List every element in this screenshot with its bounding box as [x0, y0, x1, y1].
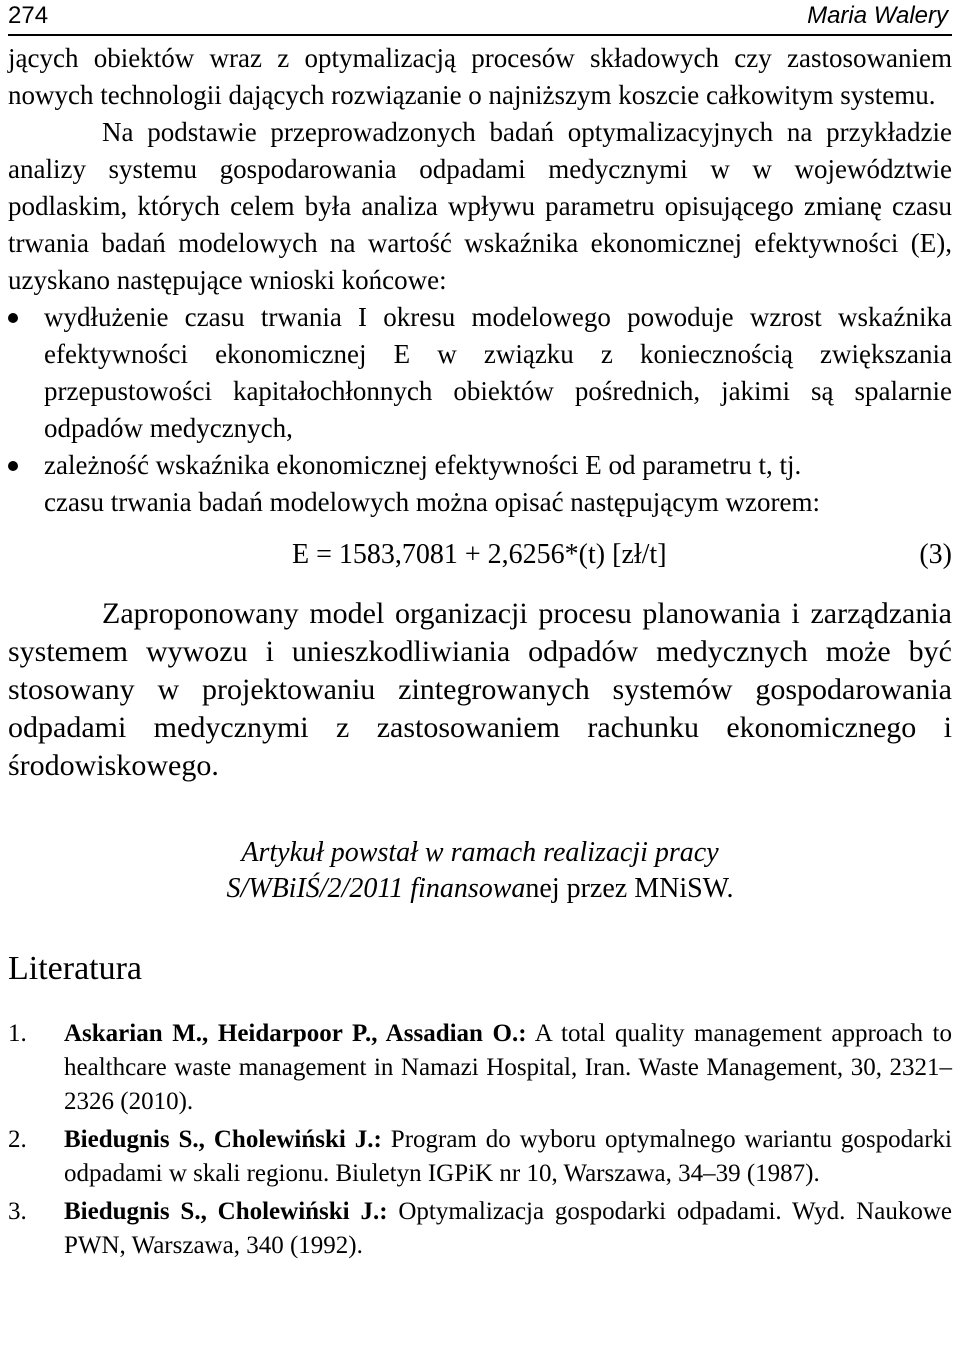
page-content	[8, 40, 952, 1267]
page-header	[8, 0, 952, 36]
funding-note-rest: nej przez MNiSW.	[525, 873, 734, 904]
reference-text: Program do wyboru optymalnego wariantu gospodarki odpadami w skali regionu. Biuletyn IGPiK nr 10, Warszawa, 34–39 (1987).	[64, 1126, 952, 1188]
reference-number: 2.	[8, 1126, 27, 1154]
funding-note-line1: Artykuł powstał w ramach realizacji pracy	[241, 837, 719, 868]
equation	[8, 533, 952, 577]
equation-expression: E = 1583,7081 + 2,6256*(t) [zł/t]	[292, 539, 667, 570]
bullet-icon	[8, 313, 18, 323]
reference-item	[8, 1195, 952, 1263]
list-item-text: wydłużenie czasu trwania I okresu modelowego powoduje wzrost wskaźnika efektywności ekonomicznej E w związku z koniecznością zwiększania przepustowości kapitałochłonnych obiektów pośrednich, jakimi są spalarnie odpadów medycznych,	[44, 302, 952, 443]
list-item	[8, 447, 952, 484]
reference-number: 3.	[8, 1198, 27, 1226]
paragraph-continuation: jących obiektów wraz z optymalizacją procesów składowych czy zastosowaniem nowych technologii dających rozwiązanie o najniższym koszcie całkowitym systemu.	[8, 43, 952, 110]
reference-item	[8, 1123, 952, 1191]
reference-authors: Biedugnis S., Cholewiński J.:	[64, 1198, 388, 1226]
paragraph-conclusions-intro: Na podstawie przeprowadzonych badań optymalizacyjnych na przykładzie analizy systemu gospodarowania odpadami medycznymi w w województwie podlaskim, których celem była analiza wpływu parametru opisującego zmianę czasu trwania badań modelowych na wartość wskaźnika ekonomicznej efektywności (E), uzyskano następujące wnioski końcowe:	[8, 117, 952, 295]
literature-heading: Literatura	[8, 950, 143, 987]
reference-text: A total quality management approach to healthcare waste management in Namazi Hospital, Iran. Waste Management, 30, 2321–2326 (2010).	[64, 1020, 952, 1116]
list-continuation: czasu trwania badań modelowych można opisać następującym wzorem:	[44, 487, 820, 517]
paragraph-summary: Zaproponowany model organizacji procesu planowania i zarządzania systemem wywozu i unieszkodliwiania odpadów medycznych może być stosowany w projektowaniu zintegrowanych systemów gospodarowania odpadami medycznymi z zastosowaniem rachunku ekonomicznego i środowiskowego.	[8, 597, 952, 782]
bullet-icon	[8, 461, 18, 471]
reference-authors: Biedugnis S., Cholewiński J.:	[64, 1126, 382, 1154]
reference-item	[8, 1017, 952, 1119]
reference-text: Optymalizacja gospodarki odpadami. Wyd. Naukowe PWN, Warszawa, 340 (1992).	[64, 1198, 952, 1260]
page-number: 274	[8, 2, 49, 29]
list-item-text: zależność wskaźnika ekonomicznej efektywności E od parametru t, tj.	[44, 450, 802, 480]
reference-number: 1.	[8, 1020, 27, 1048]
funding-note-grant: S/WBiIŚ/2/2011 finansowa	[226, 873, 526, 904]
funding-note-line2	[8, 871, 952, 907]
reference-authors: Askarian M., Heidarpoor P., Assadian O.:	[64, 1020, 527, 1048]
funding-note	[8, 835, 952, 907]
conclusions-list	[8, 299, 952, 484]
running-author: Maria Walery	[807, 2, 948, 29]
equation-number: (3)	[919, 539, 952, 570]
list-item	[8, 299, 952, 447]
reference-list	[8, 1017, 952, 1263]
